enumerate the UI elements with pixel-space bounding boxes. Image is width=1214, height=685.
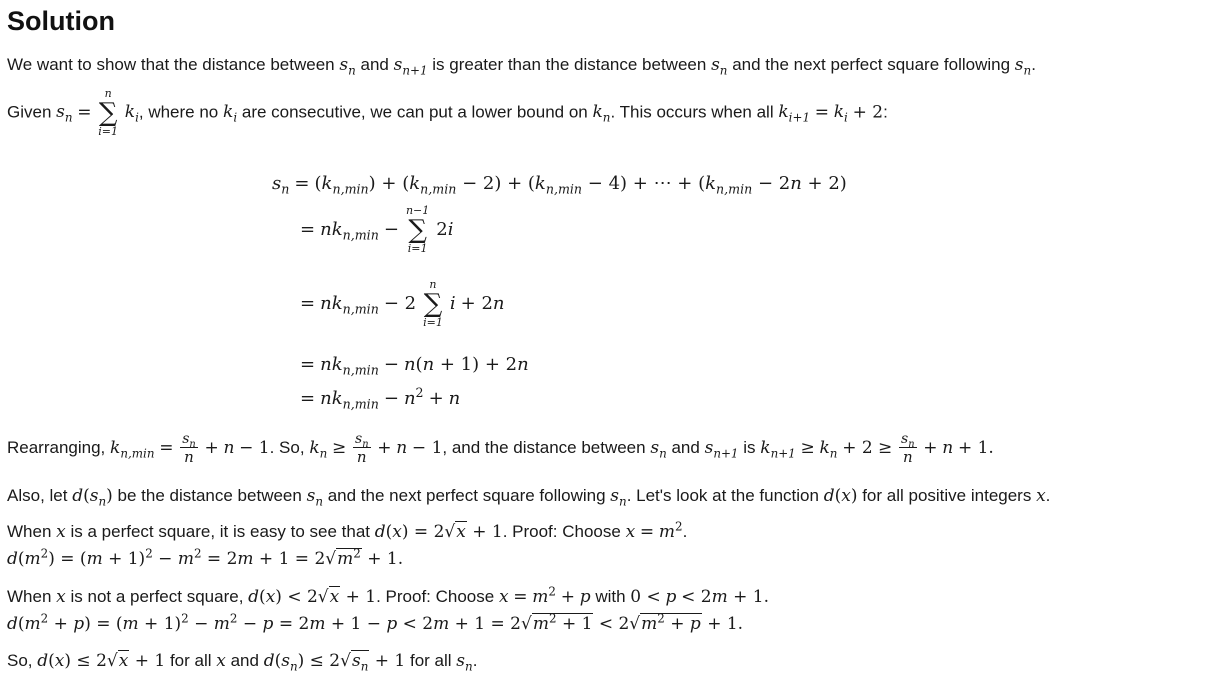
equation-line-5: = $nk_{n,min} - n^2 + n$ bbox=[300, 385, 461, 412]
also-sentence: Also, let $d(s_n)$ be the distance between $s_n$ and the next perfect square following $s_n$. Let's look at the function d(x) for all positive integers x. bbox=[7, 486, 1051, 509]
solution-heading: Solution bbox=[7, 6, 115, 36]
intro-sentence: We want to show that the distance between $s_n$ and $s_{n+1}$ is greater than the distance between $s_n$ and the next perfect square following $s_n$. bbox=[7, 55, 1036, 78]
equation-line-2: = $nk_{n,min}$ − n−1 ∑ i=1 2i bbox=[300, 204, 454, 255]
non-square-proof: $d(m^2 + p) = (m + 1)^2 - m^2 - p = 2m + 1 - p < 2m + 1 = 2√m^2 + 1 < 2√m^2 + p + 1$. bbox=[7, 611, 744, 634]
perfect-square-proof: $d(m^2) = (m + 1)^2 - m^2 = 2m + 1 = 2√m^2 + 1$. bbox=[7, 546, 404, 569]
sum-symbol: n ∑ i=1 bbox=[98, 87, 119, 138]
perfect-square-sentence: When x is a perfect square, it is easy to see that d(x) = 2√x + 1. Proof: Choose $x = m^2$. bbox=[7, 519, 688, 542]
non-square-sentence: When x is not a perfect square, d(x) < 2√x + 1. Proof: Choose $x = m^2 + p$ with 0 < p < 2m + 1. bbox=[7, 584, 769, 607]
conclusion-sentence: So, d(x) ≤ 2√x + 1 for all x and $d(s_n) \le 2√s_n + 1$ for all $s_n$. bbox=[7, 651, 478, 674]
equation-line-1: $s_n = (k_{n,min}) + (k_{n,min} - 2) + (k_{n,min} - 4)$ + ⋯ + $(k_{n,min} - 2n + 2)$ bbox=[272, 173, 847, 197]
given-sentence: Given $s_n$ = n ∑ i=1 $k_i$, where no $k_i$ are consecutive, we can put a lower bound on $k_n$. This occurs when all $k_{i+1} = k_i + 2$: bbox=[7, 87, 888, 138]
rearranging-sentence: Rearranging, $k_{n,min}$ = $\frac{s_n}{n}$ + n − 1. So, $k_n$ ≥ $\frac{s_n}{n}$ + n − 1, and the distance between $s_n$ and $s_{n+1}$ is $k_{n+1} \ge k_n + 2$ ≥ $\frac{s_n}{n}$ + n + 1. bbox=[7, 431, 994, 467]
equation-line-4: = $nk_{n,min} - n(n + 1) + 2n$ bbox=[300, 354, 529, 378]
equation-line-3: = $nk_{n,min} - 2$ n ∑ i=1 i + 2n bbox=[300, 278, 505, 329]
